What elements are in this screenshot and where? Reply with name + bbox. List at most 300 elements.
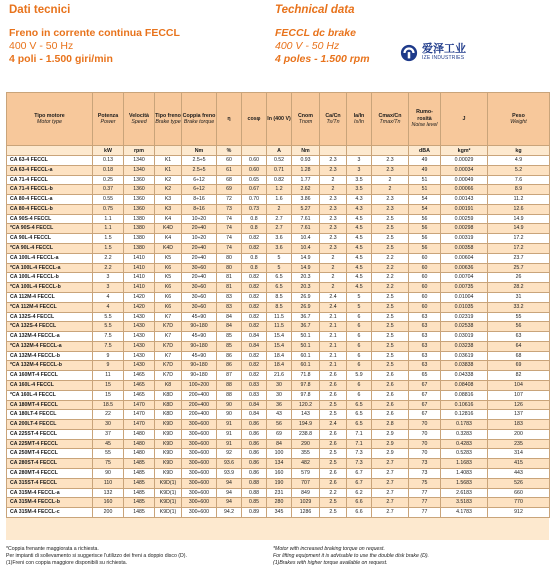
column-header [267,93,292,146]
data-cell: K7 [155,332,182,342]
data-cell: 2.5 [320,459,347,469]
data-cell: 56 [409,224,441,234]
data-cell: 2.3 [372,195,409,205]
data-cell: 2.5 [372,351,409,361]
data-cell: 0.82 [267,175,292,185]
data-cell: 300÷600 [182,508,217,518]
data-cell: 50.1 [292,341,320,351]
data-cell: 2.5 [372,361,409,371]
data-cell: 1.6 [267,195,292,205]
data-cell: 7.61 [292,224,320,234]
data-cell: 1465 [124,380,155,390]
data-cell: 0.82 [242,292,267,302]
data-cell: 6 [347,312,372,322]
column-header [124,93,155,146]
data-cell: K9D [155,420,182,430]
subtitle-line: 4 poli - 1.500 giri/min [9,53,113,65]
table-row [7,420,550,430]
data-cell: 81 [217,273,242,283]
data-cell: 74 [217,234,242,244]
data-cell: K9D [155,429,182,439]
column-header [292,93,320,146]
data-cell: 26.9 [292,302,320,312]
data-cell: 0.01004 [441,292,488,302]
data-cell: 1380 [124,214,155,224]
table-row [7,478,550,488]
column-header-label: η [227,115,231,122]
table-row [7,204,550,214]
data-cell: 0.18 [93,165,124,175]
data-cell: 2.1 [320,312,347,322]
data-cell: 14.9 [488,224,550,234]
data-cell: 1470 [124,420,155,430]
data-cell: 5 [267,253,292,263]
data-cell: 126 [488,400,550,410]
data-cell: 4.5 [347,234,372,244]
data-cell: 0.00191 [441,204,488,214]
data-cell: 8.5 [267,302,292,312]
column-header-label: Rumo-rosità [416,109,433,122]
data-cell: 45 [93,439,124,449]
data-cell: 231 [267,488,292,498]
motor-type-cell: CA 80-4 FECCL-a [7,195,93,205]
data-cell: 2.5 [372,224,409,234]
unit-cell: Nm [292,146,320,156]
data-cell: 56 [267,420,292,430]
data-cell: 0.02319 [441,312,488,322]
data-cell: K6 [155,292,182,302]
data-cell: 0.86 [242,449,267,459]
data-cell: 20÷40 [182,224,217,234]
data-cell: 0.82 [242,361,267,371]
data-cell: 4.3 [347,204,372,214]
data-cell: 33.2 [488,302,550,312]
data-cell: 0.55 [93,195,124,205]
data-cell: 3 [347,156,372,166]
data-cell: 134 [267,459,292,469]
data-cell: 5 [267,263,292,273]
title-italian: Dati tecnici [9,4,71,16]
data-cell: 91 [217,439,242,449]
data-cell: 0.00319 [441,234,488,244]
data-cell: 0.1783 [441,420,488,430]
table-row [7,263,550,273]
footnotes-english [273,546,549,568]
data-cell: 20÷40 [182,253,217,263]
data-cell: 1430 [124,312,155,322]
data-cell: 91 [217,420,242,430]
data-cell: 84 [217,312,242,322]
data-cell: K7 [155,351,182,361]
motor-type-cell: CA 132M-4 FECCL-a [7,332,93,342]
data-cell: 6 [347,332,372,342]
data-cell: 26.9 [292,292,320,302]
data-cell: 31 [488,292,550,302]
data-cell: 2.5 [372,322,409,332]
data-cell: 15.4 [267,332,292,342]
data-cell: 2.6 [320,429,347,439]
data-cell: 60 [409,263,441,273]
data-cell: 97.8 [292,390,320,400]
data-cell: 5.2 [488,165,550,175]
data-cell: 143 [292,410,320,420]
data-cell: K2 [155,185,182,195]
table-row [7,410,550,420]
data-cell: 2.6183 [441,488,488,498]
data-cell: 0.00704 [441,273,488,283]
data-cell: 75 [93,459,124,469]
data-cell: K8D [155,390,182,400]
title-english: Technical data [275,4,355,16]
data-cell: 4.5 [347,224,372,234]
data-cell: 6.7 [347,478,372,488]
data-cell: 300÷600 [182,498,217,508]
data-cell: 0.89 [242,508,267,518]
motor-type-cell: CA 63-4 FECCL [7,156,93,166]
data-cell: 280 [267,498,292,508]
data-cell: K6 [155,283,182,293]
data-cell: 73 [217,204,242,214]
unit-cell: rpm [124,146,155,156]
data-cell: 90÷180 [182,341,217,351]
data-cell: 300÷600 [182,429,217,439]
data-cell: 14.9 [488,214,550,224]
data-cell: 22 [93,410,124,420]
data-cell: 2 [320,263,347,273]
data-cell: 15 [93,390,124,400]
data-cell: 2.9 [372,439,409,449]
logo-icon [400,44,418,62]
data-cell: 2.5÷5 [182,156,217,166]
column-header [372,93,409,146]
data-cell: K4 [155,234,182,244]
data-cell: 2.5 [372,292,409,302]
data-cell: 36 [267,400,292,410]
data-cell: 2.1 [320,332,347,342]
data-cell: 55 [488,312,550,322]
footnote: Per impianti di sollevamento si suggerisce l'utilizzo dei freni a doppio disco (D). [6,553,187,560]
column-header [441,93,488,146]
data-cell: 110 [93,478,124,488]
motor-type-cell: CA 160MT-4 FECCL [7,371,93,381]
data-cell: 0.8 [242,253,267,263]
data-cell: 26 [488,273,550,283]
motor-type-cell: CA 71-4 FECCL [7,175,93,185]
data-cell: 81 [217,283,242,293]
data-cell: 94 [217,488,242,498]
data-cell: 88 [217,390,242,400]
data-cell: 660 [488,488,550,498]
data-cell: 0.00049 [441,175,488,185]
table-row [7,469,550,479]
subtitle-line: Freno in corrente continua FECCL [9,27,180,39]
data-cell: 0.82 [242,283,267,293]
data-cell: 6÷12 [182,185,217,195]
data-cell: K1 [155,165,182,175]
unit-cell: dBA [409,146,441,156]
data-cell: 4.1783 [441,508,488,518]
data-cell: 579 [292,469,320,479]
data-cell: K9D [155,459,182,469]
data-cell: K9D [155,469,182,479]
data-cell: 0.85 [242,498,267,508]
data-cell: 0.86 [242,439,267,449]
data-cell: 90 [217,400,242,410]
data-cell: 1360 [124,175,155,185]
data-cell: 2.3 [320,224,347,234]
motor-type-cell: CA 180MT-4 FECCL [7,400,93,410]
data-cell: 183 [488,420,550,430]
data-cell: 300÷600 [182,478,217,488]
data-cell: 2.5 [372,244,409,254]
data-cell: 2.3 [320,165,347,175]
data-cell: 0.82 [242,351,267,361]
data-cell: 90÷180 [182,361,217,371]
data-cell: 2.7 [372,478,409,488]
data-cell: 97.8 [292,380,320,390]
column-header-label-en: Noise level [411,122,438,129]
data-cell: 30÷60 [182,283,217,293]
table-row [7,292,550,302]
data-cell: 9 [93,361,124,371]
data-cell: 0.86 [242,459,267,469]
column-header [182,93,217,146]
data-cell: 2.2 [372,253,409,263]
data-cell: 17.2 [488,244,550,254]
table-row [7,351,550,361]
column-header-label-en: Brake type [155,119,181,125]
company-logo [400,44,466,62]
data-cell: 6÷12 [182,175,217,185]
data-cell: 2 [320,253,347,263]
data-cell: 54 [409,195,441,205]
data-cell: 10.4 [292,244,320,254]
data-cell: 77 [409,488,441,498]
data-cell: 2.6 [372,410,409,420]
data-cell: 70 [409,439,441,449]
data-cell: 65 [409,371,441,381]
data-cell: 100÷200 [182,380,217,390]
data-cell: 60.1 [292,351,320,361]
data-cell: 0.5283 [441,449,488,459]
data-cell: 3 [93,273,124,283]
unit-cell: Nm [182,146,217,156]
data-cell: 2.6 [372,380,409,390]
data-cell: 5.9 [347,371,372,381]
data-cell: 30 [93,420,124,430]
data-cell: 194.9 [292,420,320,430]
data-cell: 6.6 [347,498,372,508]
data-cell: 1485 [124,498,155,508]
data-cell: 4.5 [347,273,372,283]
data-cell: 1465 [124,371,155,381]
data-cell: 2.5 [320,498,347,508]
column-header-label-en: Power [100,119,116,125]
data-cell: 71.8 [292,371,320,381]
data-cell: 63 [488,332,550,342]
data-cell: 75 [409,478,441,488]
data-cell: 9 [93,351,124,361]
data-cell: 2.1 [320,322,347,332]
data-cell: 0.12816 [441,410,488,420]
data-cell: 200÷400 [182,390,217,400]
column-header [217,93,242,146]
data-cell: 93.9 [217,469,242,479]
data-cell: 73 [409,459,441,469]
data-cell: 0.93 [292,156,320,166]
data-cell: K3 [155,195,182,205]
data-cell: 2.62 [292,185,320,195]
data-cell: 1.5 [93,244,124,254]
data-cell: 235 [488,439,550,449]
data-cell: 200÷400 [182,400,217,410]
data-cell: 14.9 [292,263,320,273]
data-cell: 0.03838 [441,361,488,371]
column-header-label: Tipo freno [155,112,181,119]
data-cell: 0.03019 [441,332,488,342]
data-cell: 2.2 [320,488,347,498]
data-cell: 0.82 [242,322,267,332]
data-cell: 3 [93,283,124,293]
data-cell: 50.1 [292,332,320,342]
data-cell: 6 [347,341,372,351]
data-cell: 2.8 [372,420,409,430]
data-cell: 7.1 [347,439,372,449]
data-cell: 2.5 [320,410,347,420]
table-row [7,273,550,283]
data-cell: 63 [409,361,441,371]
data-cell: 1485 [124,478,155,488]
data-cell: 0.82 [242,234,267,244]
data-cell: 21.6 [267,371,292,381]
data-cell: 3 [347,165,372,175]
data-cell: 526 [488,478,550,488]
data-cell: 2.4 [320,292,347,302]
data-cell: 11 [93,371,124,381]
motor-type-cell: CA 315M-4 FECCL-a [7,488,93,498]
data-cell: 190 [267,478,292,488]
data-cell: 90÷180 [182,371,217,381]
data-cell: 0.3283 [441,429,488,439]
data-cell: 1410 [124,263,155,273]
data-cell: 6 [347,322,372,332]
data-cell: 0.4283 [441,439,488,449]
motor-type-cell: CA 132M-4 FECCL-b [7,351,93,361]
data-cell: 132 [93,488,124,498]
data-cell: 4.5 [347,253,372,263]
data-cell: K7 [155,312,182,322]
data-cell: 88 [217,380,242,390]
data-cell: 2.5 [372,302,409,312]
data-cell: 1380 [124,224,155,234]
data-cell: 61 [217,165,242,175]
motor-type-cell: *CA 132M-4 FECCL-b [7,361,93,371]
data-cell: 2.3 [320,244,347,254]
data-cell: 2.4 [320,420,347,430]
data-cell: 30÷60 [182,302,217,312]
data-cell: 1410 [124,253,155,263]
data-cell: 55 [93,449,124,459]
data-cell: 0.8 [242,224,267,234]
motor-type-cell: *CA 132S-4 FECCL [7,322,93,332]
data-cell: 63 [409,341,441,351]
data-cell: K8D [155,400,182,410]
data-cell: 2.3 [372,204,409,214]
table-row [7,390,550,400]
table-row [7,234,550,244]
data-cell: 20÷40 [182,273,217,283]
data-cell: 4.9 [488,156,550,166]
data-cell: 1410 [124,283,155,293]
data-cell: K6 [155,302,182,312]
data-cell: 2.2 [372,273,409,283]
data-cell: 0.67 [242,185,267,195]
motor-type-cell: CA 225ST-4 FECCL [7,429,93,439]
data-cell: K9D(1) [155,478,182,488]
data-cell: 7.61 [292,214,320,224]
data-cell: 14.9 [292,253,320,263]
table-row [7,508,550,518]
data-cell: 4.5 [347,214,372,224]
data-cell: 7.5 [93,341,124,351]
data-cell: 2.2 [93,253,124,263]
column-header-label-en: Weight [510,119,527,125]
data-cell: 0.00298 [441,224,488,234]
data-cell: 36.7 [292,312,320,322]
column-header [155,93,182,146]
data-cell: 0.86 [242,429,267,439]
data-cell: 1410 [124,273,155,283]
column-header-label: Velocità [128,112,150,119]
data-cell: K9D(1) [155,508,182,518]
technical-data-table [6,92,549,540]
data-cell: 2.5 [320,449,347,459]
data-cell: 6 [347,351,372,361]
table-row [7,156,550,166]
data-cell: 1480 [124,449,155,459]
data-cell: 0.00259 [441,214,488,224]
subtitle-italian [9,27,180,66]
data-cell: 1.77 [292,175,320,185]
data-cell: 0.04338 [441,371,488,381]
data-cell: 120.2 [292,400,320,410]
data-cell: 7.5 [93,332,124,342]
data-cell: 2.7 [372,459,409,469]
data-cell: 0.02538 [441,322,488,332]
data-cell: 72 [217,195,242,205]
data-cell: 482 [292,459,320,469]
data-cell: 300÷600 [182,488,217,498]
data-cell: 84 [217,322,242,332]
data-cell: 314 [488,449,550,459]
data-cell: 68 [488,351,550,361]
table-row [7,459,550,469]
data-cell: 1430 [124,332,155,342]
data-cell: K7D [155,341,182,351]
footnote: (1)Freni con coppia maggiore disponibili su richiesta. [6,560,128,567]
column-header-label-en: Tmax/Tn [379,119,401,125]
data-cell: K4D [155,244,182,254]
data-cell: 83 [217,292,242,302]
data-cell: 2.7 [372,488,409,498]
data-cell: 94.2 [217,508,242,518]
data-cell: 0.83 [242,390,267,400]
motor-type-cell: CA 160L-4 FECCL [7,380,93,390]
motor-type-cell: CA 71-4 FECCL-b [7,185,93,195]
data-cell: 3.5 [347,185,372,195]
data-cell: 2.3 [372,165,409,175]
data-cell: K9D [155,449,182,459]
